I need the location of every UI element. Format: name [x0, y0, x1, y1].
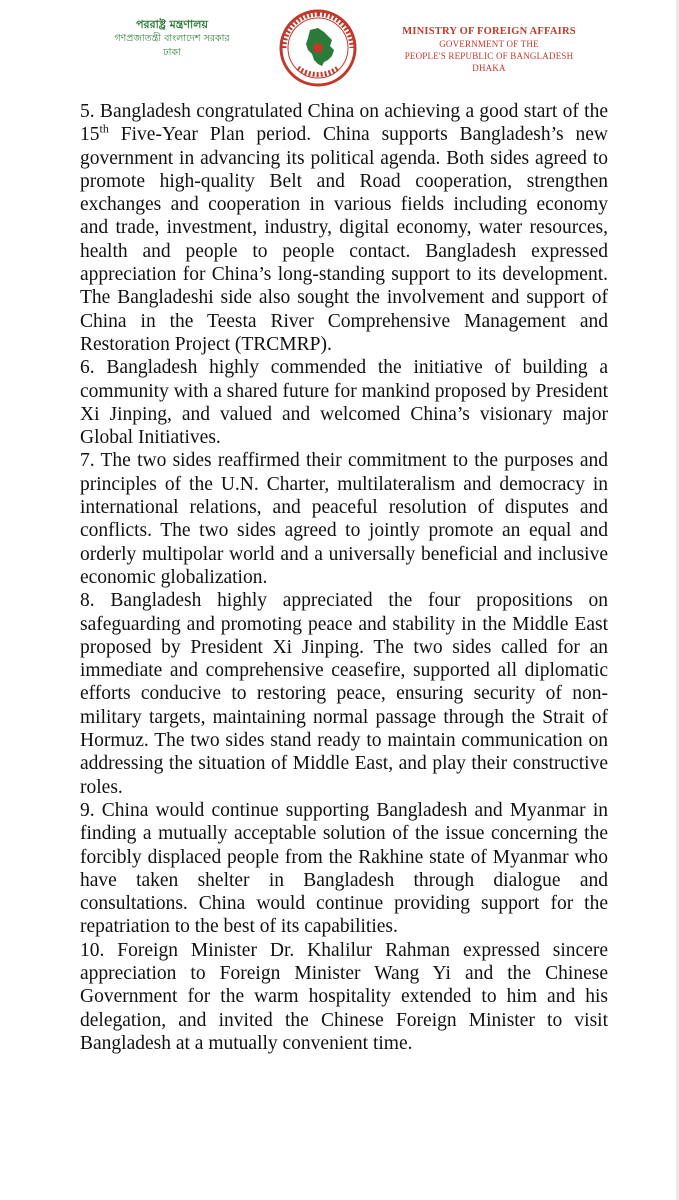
- city-name-english: DHAKA: [472, 63, 506, 73]
- letterhead: [0, 0, 679, 92]
- ministry-name-bengali: পররাষ্ট্র মন্ত্রণালয়: [136, 18, 208, 31]
- paragraph-5-rest: Five-Year Plan period. China supports Bangladesh’s new government in advancing its political agenda. Both sides agreed to promote high-quality Belt and Road cooperation, strengthen exchanges and cooperation in various fields including economy and trade, investment, industry, digital economy, water resources, health and people to people contact. Bangladesh expressed appreciation for China’s long-standing support to its development. The Bangladeshi side also sought the involvement and support of China in the Teesta River Comprehensive Management and Restoration Project (TRCMRP).: [80, 124, 608, 355]
- paragraph-5-lead: 5. Bangladesh congratulated China on achieving a good start of the 15: [80, 101, 608, 146]
- government-line-english: GOVERNMENT OF THE: [439, 39, 539, 49]
- paragraph-7: 7. The two sides reaffirmed their commitment to the purposes and principles of the U.N. Charter, multilateralism and democracy in international relations, and peaceful resolution of disputes and conflicts. The two sides agreed to jointly promote an equal and orderly multipolar world and a universally beneficial and inclusive economic globalization.: [80, 450, 608, 588]
- letterhead-bengali-block: [72, 18, 272, 60]
- paragraph-9: 9. China would continue supporting Bangladesh and Myanmar in finding a mutually acceptable solution of the issue concerning the forcibly displaced people from the Rakhine state of Myanmar who have taken shelter in Bangladesh through dialogue and consultations. China would continue providing support for the repatriation to the best of its capabilities.: [80, 799, 608, 938]
- paragraph-8: 8. Bangladesh highly appreciated the four propositions on safeguarding and promoting peace and stability in the Middle East proposed by President Xi Jinping. The two sides called for an immediate and comprehensive ceasefire, supported all diplomatic efforts conducive to restoring peace, ensuring security of non-military targets, maintaining normal passage through the Strait of Hormuz. The two sides stand ready to maintain communication on addressing the situation of Middle East, and play their constructive roles.: [80, 590, 608, 798]
- ministry-name-english: MINISTRY OF FOREIGN AFFAIRS: [402, 26, 576, 37]
- ordinal-suffix: th: [99, 121, 109, 136]
- city-name-bengali: ঢাকা: [163, 47, 181, 58]
- republic-line-english: PEOPLE'S REPUBLIC OF BANGLADESH: [404, 51, 574, 61]
- paragraph-6: 6. Bangladesh highly commended the initiative of building a community with a shared future for mankind proposed by President Xi Jinping, and valued and welcomed China’s visionary major Global Initiatives.: [80, 357, 609, 449]
- paragraph-5: [80, 100, 608, 356]
- government-name-bengali: গণপ্রজাতন্ত্রী বাংলাদেশ সরকার: [114, 33, 230, 44]
- letterhead-english-block: [384, 26, 594, 74]
- paragraph-10: 10. Foreign Minister Dr. Khalilur Rahman expressed sincere appreciation to Foreign Minister Wang Yi and the Chinese Government for the warm hospitality extended to him and his delegation, and invited the Chinese Foreign Minister to visit Bangladesh at a mutually convenient time.: [80, 939, 608, 1054]
- statement-body: [80, 100, 608, 1055]
- government-seal-icon: [278, 8, 358, 88]
